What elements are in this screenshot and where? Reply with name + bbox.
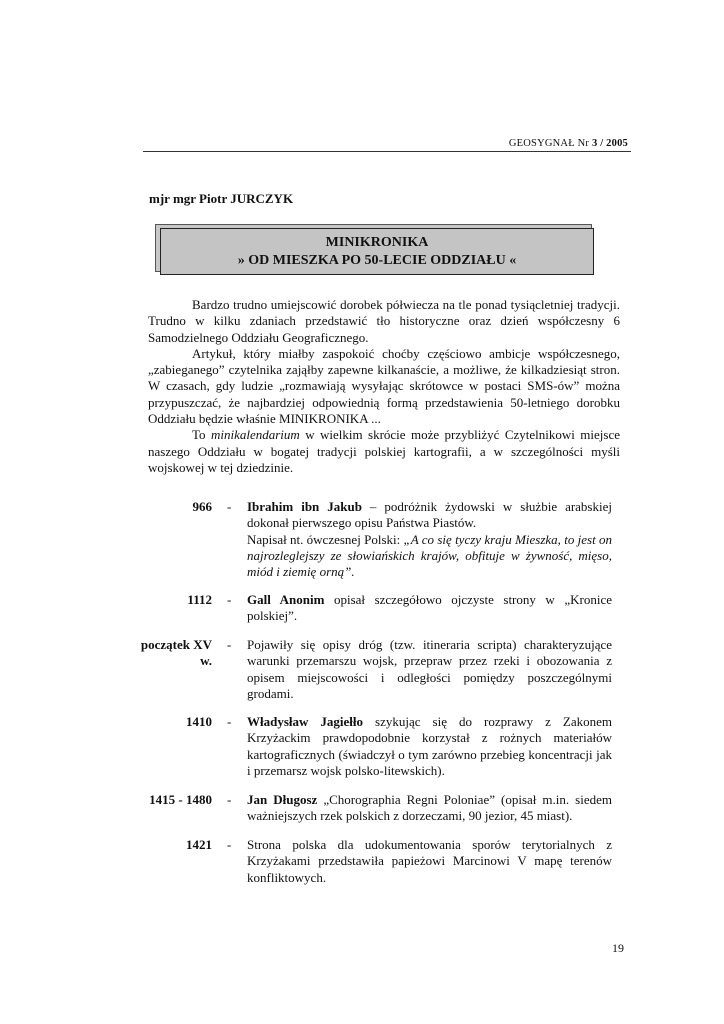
entry-text: Jan Długosz „Chorographia Regni Poloniae” (opisał m.in. siedem ważniejszych rzek polskich z dorzeczami, 90 jezior, 45 miast). bbox=[247, 792, 612, 824]
entry-year: 1421 bbox=[186, 837, 212, 852]
entry-year: 1112 bbox=[187, 592, 212, 607]
issue-number: 3 / 2005 bbox=[591, 138, 628, 149]
intro-text bbox=[148, 297, 620, 476]
running-header bbox=[509, 138, 628, 149]
entry-year: początek XV w. bbox=[140, 637, 212, 669]
entry-text: Ibrahim ibn Jakub – podróżnik żydowski w służbie arabskiej dokonał pierwszego opisu Państwa Piastów. Napisał nt. ówczesnej Polski: „A co się tyczy kraju Mieszka, to jest on najrozleglejszy ze słowiańskich krajów, obfituje w żywność, mięso, miód i ziemię orną”. bbox=[247, 499, 612, 580]
page-number: 19 bbox=[612, 941, 624, 955]
entry-dash: - bbox=[227, 792, 232, 807]
entry-dash: - bbox=[227, 499, 232, 514]
entry-text: Władysław Jagiełło szykując się do rozprawy z Zakonem Krzyżackim prawdopodobnie korzystał z rożnych materiałów kartograficznych (świadczył o tym zarówno przebieg koncentracji jak i przemarsz wojsk polsko-litewskich). bbox=[247, 714, 612, 778]
minikalendarium-term: minikalendarium bbox=[210, 427, 300, 443]
entry-text: Gall Anonim opisał szczegółowo ojczyste strony w „Kronice polskiej”. bbox=[247, 592, 612, 624]
author-name: mjr mgr Piotr JURCZYK bbox=[149, 191, 294, 206]
title-line-1: MINIKRONIKA bbox=[325, 235, 429, 250]
entry-year: 1410 bbox=[186, 714, 212, 729]
entry-year: 966 bbox=[192, 499, 212, 514]
entry-dash: - bbox=[227, 637, 232, 652]
journal-name: GEOSYGNAŁ Nr bbox=[508, 138, 590, 149]
entry-dash: - bbox=[227, 714, 232, 729]
intro-paragraph-1: Bardzo trudno umiejscowić dorobek półwiecza na tle ponad tysiącletniej tradycji. Trudno w kilku zdaniach przedstawić tło historyczne oraz dzień współczesny 6 Samodzielnego Oddziału Geograficznego. bbox=[148, 297, 620, 345]
entry-dash: - bbox=[227, 837, 232, 852]
header-rule bbox=[143, 151, 631, 152]
entry-text: Strona polska dla udokumentowania sporów terytorialnych z Krzyżakami przedstawiła papieżowi Marcinowi V mapę terenów konfliktowych. bbox=[247, 837, 612, 885]
entry-dash: - bbox=[227, 592, 232, 607]
intro-paragraph-2: Artykuł, który miałby zaspokoić choćby częściowo ambicje współczesnego, „zabieganego” czytelnika zająłby zapewne kilkanaście, a możliwe, że kilkadziesiąt stron. W czasach, gdy ludzie „rozmawiają wysyłając skrótowce w postaci SMS-ów” można przypuszczać, że najbardziej odpowiednią formą przedstawienia 50-letniego dorobku Oddziału będzie właśnie MINIKRONIKA ... bbox=[148, 345, 620, 427]
title-box bbox=[160, 228, 594, 275]
title-line-2: » OD MIESZKA PO 50-LECIE ODDZIAŁU « bbox=[237, 253, 517, 268]
entry-year: 1415 - 1480 bbox=[149, 792, 212, 807]
entry-text: Pojawiły się opisy dróg (tzw. itineraria scripta) charakteryzujące warunki przemarszu wojsk, przepraw przez rzeki i obozowania z opisem miejscowości i odległości pomiędzy poszczególnymi grodami. bbox=[247, 637, 612, 701]
entry-quote: „A co się tyczy kraju Mieszka, to jest on najrozleglejszy ze słowiańskich krajów, obfituje w żywność, mięso, miód i ziemię orną”. bbox=[247, 531, 612, 580]
intro-paragraph-3: To minikalendarium w wielkim skrócie może przybliżyć Czytelnikowi miejsce naszego Oddziału w bogatej tradycji polskiej kartografii, a w szczególności myśli wojskowej w tej dziedzinie. bbox=[148, 427, 620, 475]
